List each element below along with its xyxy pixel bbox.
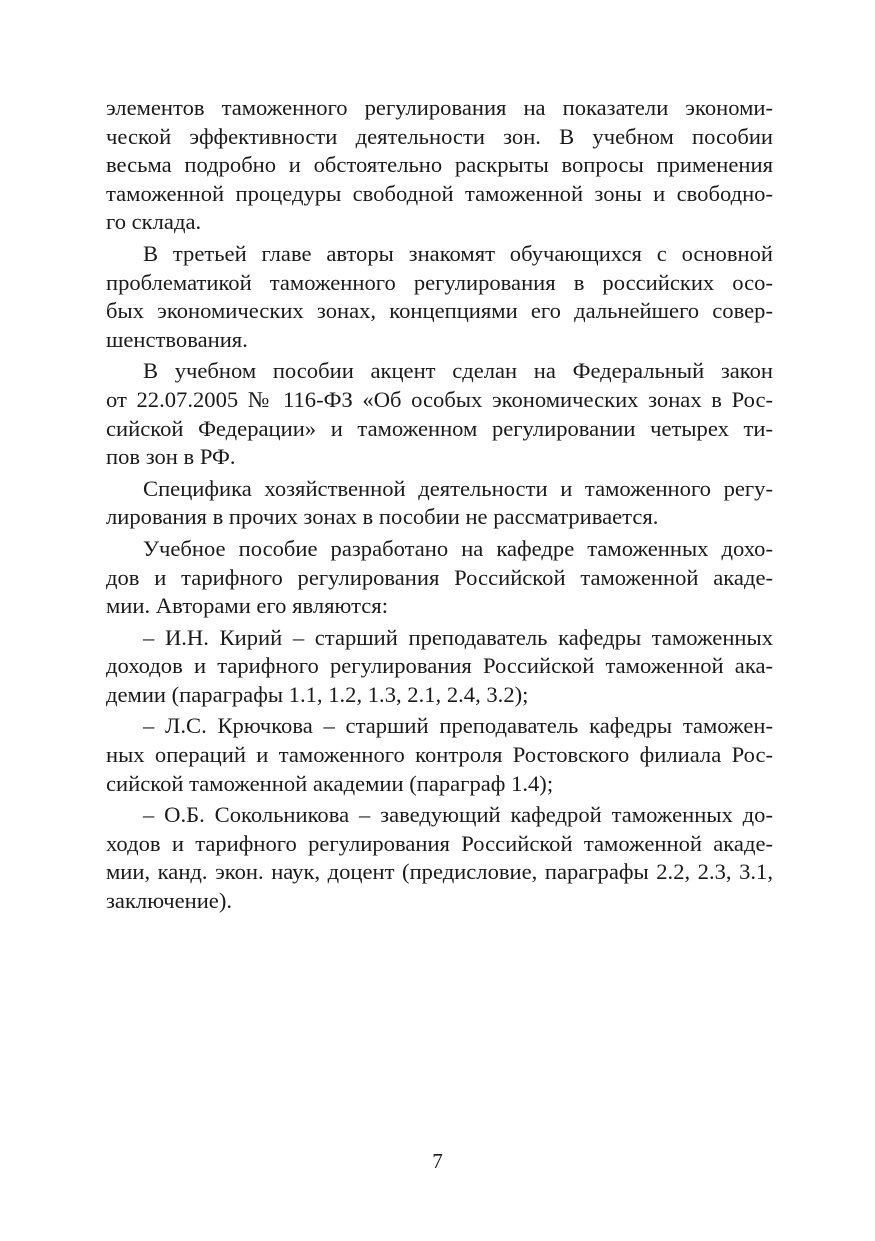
text-line: шенствования. [106,326,248,352]
page-body [106,94,773,919]
text-line: сийской таможенной академии (параграф 1.4); [106,770,554,796]
paragraph-other-zones [106,475,773,532]
text-line: дов и тарифного регулирования Российской таможенной акаде- [106,564,773,590]
text-line: ходов и тарифного регулирования Российской таможенной акаде- [106,830,773,856]
text-line: элементов таможенного регулирования на показатели экономи- [106,95,773,120]
text-line: сийской Федерации» и таможенном регулировании четырех ти- [106,415,773,441]
text-line: ных операций и таможенного контроля Ростовского филиала Рос- [106,742,773,768]
text-line: от 22.07.2005 № 116-ФЗ «Об особых экономических зонах в Рос- [106,386,773,412]
text-line: мии. Авторами его являются: [106,593,388,619]
text-line: – О.Б. Сокольникова – заведующий кафедрой таможенных до- [143,802,773,828]
text-line: Специфика хозяйственной деятельности и таможенного регу- [143,475,773,501]
text-line: весьма подробно и обстоятельно раскрыты вопросы применения [106,152,773,178]
author-item-kiriy [106,624,773,710]
author-item-kryuchkova [106,712,773,798]
text-line: мии, канд. экон. наук, доцент (предисловие, параграфы 2.2, 2.3, 3.1, [106,859,773,885]
text-line: лирования в прочих зонах в пособии не рассматривается. [106,504,659,530]
page-number: 7 [432,1149,443,1173]
paragraph-authors-intro [106,535,773,621]
text-line: пов зон в РФ. [106,444,236,470]
text-line: – И.Н. Кирий – старший преподаватель кафедры таможенных [143,624,773,650]
paragraph-federal-law [106,357,773,471]
text-line: проблематикой таможенного регулирования в российских осо- [106,269,773,295]
text-line: заключение). [106,888,232,914]
author-item-sokolnikova [106,801,773,915]
text-line: В третьей главе авторы знакомят обучающихся с основной [143,240,773,266]
paragraph-intro-continuation [106,94,773,237]
text-line: таможенной процедуры свободной таможенной зоны и свободно- [106,180,773,206]
text-line: – Л.С. Крючкова – старший преподаватель кафедры таможен- [143,713,773,739]
text-line: бых экономических зонах, концепциями его дальнейшего совер- [106,298,773,324]
text-line: В учебном пособии акцент сделан на Федеральный закон [143,358,773,384]
paragraph-chapter-three [106,240,773,354]
text-line: Учебное пособие разработано на кафедре таможенных дохо- [143,535,773,561]
text-line: го склада. [106,209,202,235]
text-line: ческой эффективности деятельности зон. В учебном пособии [106,123,773,149]
text-line: демии (параграфы 1.1, 1.2, 1.3, 2.1, 2.4, 3.2); [106,681,529,707]
text-line: доходов и тарифного регулирования Российской таможенной ака- [106,653,773,679]
